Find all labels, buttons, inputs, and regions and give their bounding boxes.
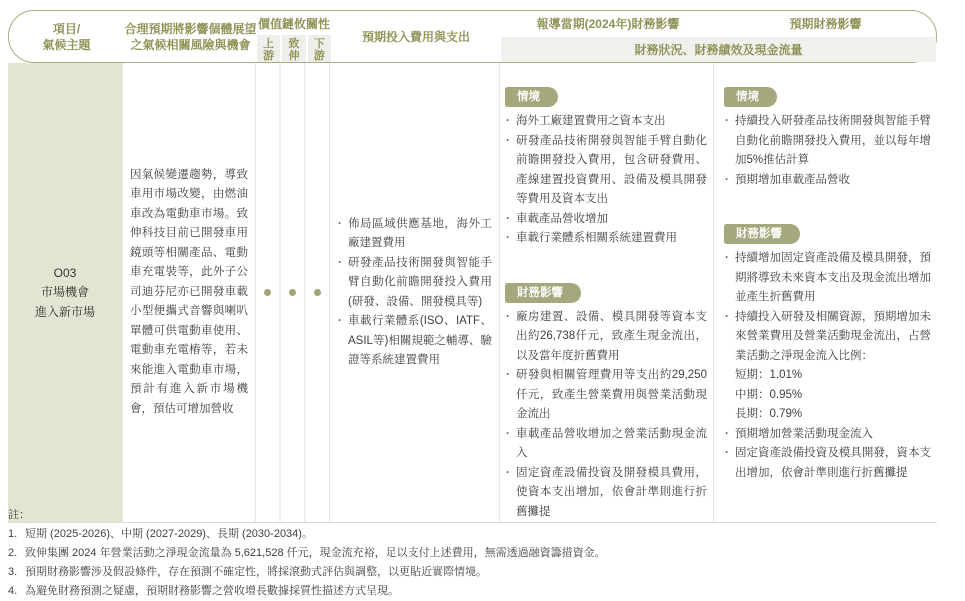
cell-topic [8,63,123,522]
subcol-downstream: 下游 [308,35,331,62]
table-header [8,10,937,63]
footnote-3 [8,563,606,582]
footnote-text: 致伸集團 2024 年營業活動之淨現金流量為 5,621,528 仟元，現金流充裕，足以支付上述費用，無需透過融資籌措資金。 [25,547,606,559]
cell-value-chain [256,63,330,522]
footnotes [8,506,606,601]
cell-expected-costs [330,63,500,522]
value-chain-label: 價值鏈攸關性 [257,17,330,31]
list-item: · 持續增加固定資產設備及模具開發，預期將導致未來資本支出及現金流出增加並產生折舊費用 [722,249,931,308]
list-item: · 車載產品營收增加 [503,210,707,230]
climate-financial-table [8,10,937,523]
ratio-mid-term: 中期：0.95% [735,388,803,401]
upstream-dot-icon [264,289,271,296]
list-item: · 預期增加營業活動現金流入 [722,425,931,445]
footnote-number: 2. [8,547,18,559]
current-scenario-list [503,112,707,249]
list-item: · 持續投入研發產品技術開發與智能手臂自動化前瞻開發投入費用，並以每年增加5%推估計算 [722,112,931,171]
list-item: · 固定資產設備投資及開發模具費用，使資本支出增加，依會計準則進行折舊攤提 [503,464,707,523]
downstream-dot-icon [314,289,321,296]
value-chain-subheader [257,35,331,62]
subcol-upstream: 上游 [257,35,280,62]
scenario-badge: 情境 [505,87,558,107]
list-item: · 廠房建置、設備、模具開發等資本支出約26,738仟元，致產生現金流出，以及當年度折舊費用 [503,308,707,367]
value-chain-downstream-cell [306,63,329,522]
expected-costs-list [335,215,492,371]
cell-risk-description [123,63,256,522]
header-risk-line1: 合理預期將影響個體展望 [124,21,257,36]
footnote-text: 為避免財務預測之疑慮，預期財務影響之營收增長數據採質性描述方式呈現。 [25,585,399,597]
footnote-number: 4. [8,585,18,597]
value-chain-company-cell [281,63,306,522]
footnote-number: 1. [8,528,18,540]
ratio-long-term: 長期：0.79% [735,408,803,420]
header-item-line1: 項目/ [52,21,81,36]
financial-impact-badge: 財務影響 [724,224,800,244]
list-item: · 固定資產設備投資及模具開發，資本支出增加，依會計準則進行折舊攤提 [722,444,931,483]
header-expected-costs: 預期投入費用與支出 [361,29,470,44]
list-item: · 車載行業體系(ISO、IATF、ASIL等)相關規範之輔導、驗證等系統建置費用 [335,312,492,371]
expected-impact-list [722,249,931,483]
header-financial-group [501,11,936,62]
cell-expected-financial-impact [714,63,937,522]
topic-code: O03 [53,265,77,280]
current-impact-list [503,308,707,523]
ratio-short-term: 短期：1.01% [735,369,803,381]
list-item: · 車載行業體系相關系統建置費用 [503,229,707,249]
value-chain-upstream-cell [256,63,281,522]
footnote-4 [8,582,606,601]
list-item: · 海外工廠建置費用之資本支出 [503,112,707,132]
header-risk-opportunity [124,11,257,62]
header-financial-top [501,11,936,37]
list-item: · 車載產品營收增加之營業活動現金流入 [503,425,707,464]
footnote-1 [8,525,606,544]
footnotes-label: 註： [8,509,30,521]
topic-type: 市場機會 [40,284,89,299]
company-dot-icon [289,289,296,296]
footnote-2 [8,544,606,563]
table-row [8,63,937,523]
cell-current-period-impact [500,63,714,522]
header-item-topic [9,11,124,62]
list-item: · 研發與相關管理費用等支出約29,250仟元，致產生營業費用與營業活動現金流出 [503,366,707,425]
list-item: · 預期增加車載產品營收 [722,171,931,191]
footnote-text: 短期 (2025-2026)、中期 (2027-2029)、長期 (2030-2034)。 [25,528,313,540]
footnote-number: 3. [8,566,18,578]
subcol-company: 致伸 [282,35,305,62]
list-item: · 研發產品技術開發與智能手臂自動化前瞻開發投入費用(研發、設備、開發模具等) [335,254,492,313]
list-item: · 佈局區域供應基地，海外工廠建置費用 [335,215,492,254]
header-risk-line2: 之氣候相關風險與機會 [130,37,251,52]
expected-scenario-list [722,112,931,190]
topic-name: 進入新市場 [34,304,95,319]
header-value-chain [257,11,331,62]
list-item [722,308,931,425]
header-financial-subheader: 財務狀況、財務績效及現金流量 [501,37,936,62]
scenario-badge: 情境 [724,87,777,107]
impact-item-text: 持續投入研發及相關資源，預期增加未來營業費用及營業活動現金流出，占營業活動之淨現金流入比例： [735,310,931,362]
list-item: · 研發產品技術開發與智能手臂自動化前瞻開發投入費用，包含研發費用、產線建置投資費用、設備及模具開發等費用及資本支出 [503,132,707,210]
header-item-line2: 氣候主題 [42,37,91,52]
header-expected-impact: 預期財務影響 [789,17,862,31]
risk-description-text: 因氣候變遷趨勢，導致車用市場改變，由燃油車改為電動車市場。致伸科技目前已開發車用鏡頭等相關產品、電動車充電裝等，此外子公司迪芬尼亦已開發車載小型便攜式音響與喇叭單體可供電動車使用、電動車充電樁等，若未來能進入電動車市場，預計有進入新市場機會，預估可增加營收 [130,168,248,415]
footnote-text: 預期財務影響涉及假設條件，存在預測不確定性，將採滾動式評估與調整，以更貼近實際情境。 [25,566,487,578]
financial-impact-badge: 財務影響 [505,283,581,303]
header-current-impact: 報導當期(2024年)財務影響 [536,17,680,31]
